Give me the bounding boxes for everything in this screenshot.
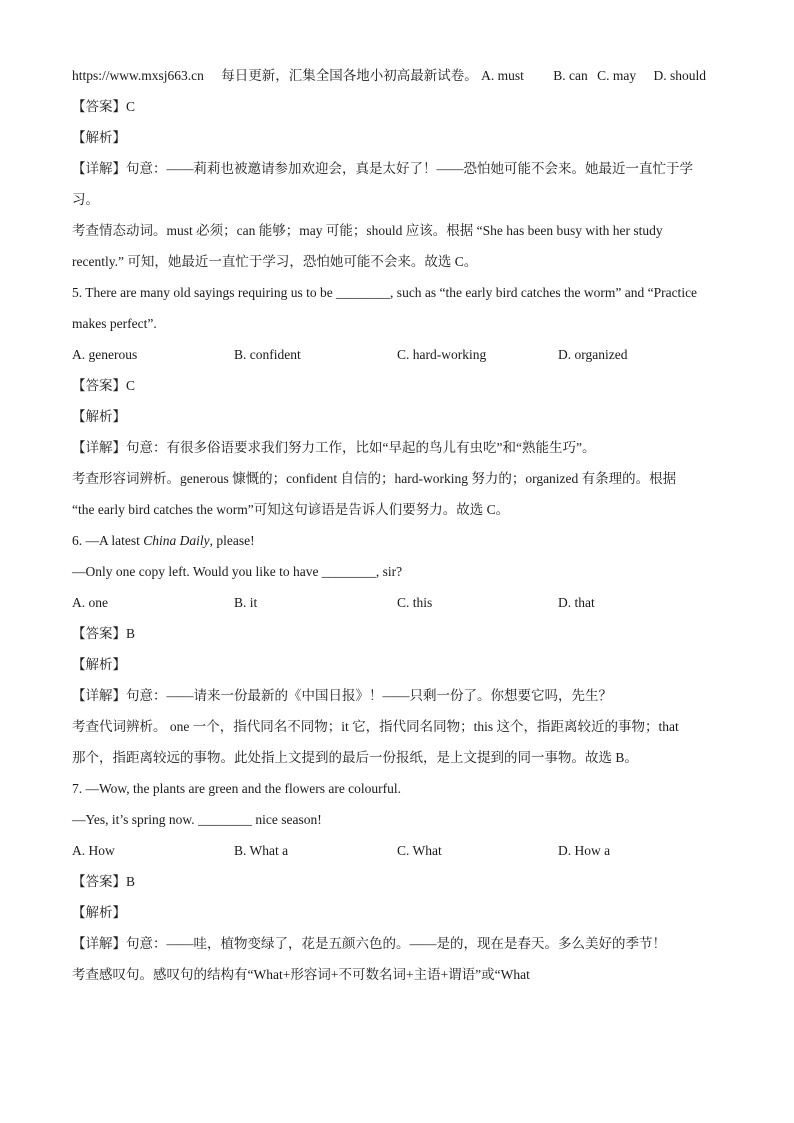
- header-option-c: C. may: [597, 68, 637, 83]
- header-url: https://www.mxsj663.cn: [72, 68, 204, 83]
- q6-detail-1: 【详解】句意：——请来一份最新的《中国日报》！——只剩一份了。你想要它吗，先生？: [72, 688, 612, 703]
- q6-option-c: C. this: [397, 595, 433, 610]
- q6-detail-3: 那个，指距离较远的事物。此处指上文提到的最后一份报纸，是上文提到的同一事物。故选 B。: [72, 750, 638, 765]
- q7-option-a: A. How: [72, 843, 115, 858]
- q7-options: [72, 835, 724, 866]
- q7-answer: 【答案】B: [72, 874, 136, 889]
- q7-detail-2: 考查感叹句。感叹句的结构有“What+形容词+不可数名词+主语+谓语”或“What: [72, 967, 530, 982]
- q6-analysis-label: 【解析】: [72, 657, 126, 672]
- q7-option-b: B. What a: [234, 843, 289, 858]
- q6-stem-italic: China Daily: [143, 533, 210, 548]
- q5-detail-1: 【详解】句意：有很多俗语要求我们努力工作，比如“早起的鸟儿有虫吃”和“熟能生巧”。: [72, 440, 596, 455]
- q6-stem-prefix: 6. —A latest: [72, 533, 144, 548]
- q5-detail-3: “the early bird catches the worm”可知这句谚语是告诉人们要努力。故选 C。: [72, 502, 510, 517]
- q4-analysis-label: 【解析】: [72, 130, 126, 145]
- document-page: [72, 60, 724, 990]
- q4-detail-1: 【详解】句意：——莉莉也被邀请参加欢迎会，真是太好了！——恐怕她可能不会来。她最近一直忙于学: [72, 161, 693, 176]
- q5-options: [72, 339, 724, 370]
- q5-analysis-label: 【解析】: [72, 409, 126, 424]
- q7-analysis-label: 【解析】: [72, 905, 126, 920]
- q7-stem-2: —Yes, it’s spring now. ________ nice season!: [72, 812, 322, 827]
- q6-option-a: A. one: [72, 595, 108, 610]
- header-option-d: D. should: [653, 68, 707, 83]
- q6-option-d: D. that: [558, 595, 595, 610]
- q6-stem-1: [72, 525, 724, 556]
- header-option-b: B. can: [553, 68, 588, 83]
- q6-stem-suffix: , please!: [209, 533, 255, 548]
- header-option-a: A. must: [481, 68, 524, 83]
- q7-stem-1: 7. —Wow, the plants are green and the flowers are colourful.: [72, 781, 402, 796]
- q5-stem-1: 5. There are many old sayings requiring us to be ________, such as “the early bird catches the worm” and “Practice: [72, 285, 698, 300]
- q4-detail-4: recently.” 可知，她最近一直忙于学习，恐怕她可能不会来。故选 C。: [72, 254, 478, 269]
- q5-option-c: C. hard-working: [397, 347, 487, 362]
- q5-option-a: A. generous: [72, 347, 138, 362]
- q5-detail-2: 考查形容词辨析。generous 慷慨的；confident 自信的；hard-working 努力的；organized 有条理的。根据: [72, 471, 677, 486]
- q6-stem-2: —Only one copy left. Would you like to have ________, sir?: [72, 564, 403, 579]
- q5-option-b: B. confident: [234, 347, 301, 362]
- q4-answer: 【答案】C: [72, 99, 136, 114]
- q4-detail-2: 习。: [72, 192, 99, 207]
- q5-stem-2: makes perfect”.: [72, 316, 157, 331]
- q5-option-d: D. organized: [558, 347, 628, 362]
- header-line: [72, 60, 724, 91]
- q6-options: [72, 587, 724, 618]
- q6-option-b: B. it: [234, 595, 258, 610]
- q5-answer: 【答案】C: [72, 378, 136, 393]
- q7-detail-1: 【详解】句意：——哇，植物变绿了，花是五颜六色的。——是的，现在是春天。多么美好的季节！: [72, 936, 666, 951]
- q7-option-d: D. How a: [558, 843, 611, 858]
- q6-answer: 【答案】B: [72, 626, 136, 641]
- q7-option-c: C. What: [397, 843, 442, 858]
- header-slogan: 每日更新，汇集全国各地小初高最新试卷。: [221, 68, 478, 83]
- q6-detail-2: 考查代词辨析。 one 一个，指代同名不同物；it 它，指代同名同物；this 这个，指距离较近的事物；that: [72, 719, 679, 734]
- q4-detail-3: 考查情态动词。must 必须；can 能够；may 可能；should 应该。根据 “She has been busy with her study: [72, 223, 663, 238]
